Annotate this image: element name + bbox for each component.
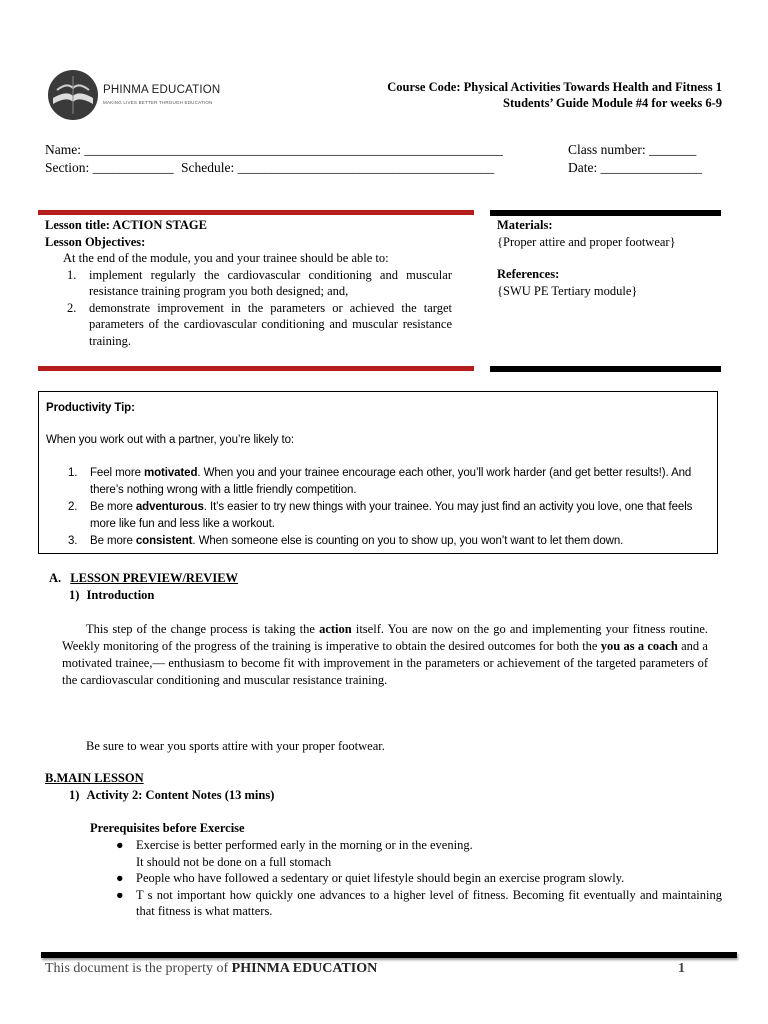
class-number-label: Class number: <box>568 142 646 157</box>
bullet-icon: ● <box>116 838 124 852</box>
tip-intro: When you work out with a partner, you’re likely to: <box>46 434 295 446</box>
materials-top-divider <box>490 210 721 216</box>
objective-number: 2. <box>67 300 77 315</box>
section-a-letter: A. <box>49 571 62 585</box>
introduction-heading <box>69 588 154 603</box>
phinma-logo <box>47 68 221 122</box>
prerequisite-item <box>92 887 722 920</box>
class-number-field[interactable]: _______ <box>649 142 697 157</box>
tip-item <box>46 499 696 533</box>
logo-title: PHINMA EDUCATION <box>103 84 221 96</box>
tip-list <box>46 465 696 550</box>
date-label: Date: <box>568 160 598 175</box>
footer-text <box>45 961 377 977</box>
lesson-title: Lesson title: ACTION STAGE <box>45 218 207 232</box>
footer-divider <box>41 952 737 958</box>
materials-panel <box>497 217 717 299</box>
materials-bottom-divider <box>490 366 721 372</box>
attire-reminder: Be sure to wear you sports attire with your proper footwear. <box>86 739 385 753</box>
name-label: Name: <box>45 142 81 157</box>
section-a-heading <box>49 571 238 586</box>
bullet-icon: ● <box>116 887 124 902</box>
intro-keyword: you as a coach <box>600 639 678 653</box>
prerequisites-list <box>92 837 722 920</box>
prerequisite-text: It should not be done on a full stomach <box>136 854 332 869</box>
tip-text: Be more <box>90 535 136 547</box>
footer-property-text: This document is the property of <box>45 961 232 976</box>
objective-number: 1. <box>67 267 77 282</box>
logo-tagline: MAKING LIVES BETTER THROUGH EDUCATION <box>103 100 213 105</box>
section-label: Section: <box>45 160 90 175</box>
tip-item <box>46 465 696 499</box>
tip-item <box>46 533 696 550</box>
activity-heading <box>69 788 274 803</box>
tip-text: . It’s easier to try new things with your trainee. You may just find an activity you love, one that feels more like fun and less like a workout. <box>90 501 693 530</box>
activity-number: 1) <box>69 788 80 802</box>
objectives-intro: At the end of the module, you and your trainee should be able to: <box>63 251 389 265</box>
tip-text: . When you and your trainee encourage each other, you’ll work harder (and get better results!). And there’s nothing wrong with a little friendly competition. <box>90 467 692 496</box>
section-field[interactable]: ____________ <box>92 160 174 175</box>
prerequisite-item <box>92 837 722 870</box>
tip-keyword: consistent <box>135 535 193 547</box>
intro-text: and a motivated trainee,— enthusiasm to become fit with improvement in the parameters or achievement of the targeted parameters of the cardiovascular conditioning and muscular resistance training. <box>62 639 708 687</box>
materials-text: {Proper attire and proper footwear} <box>497 234 676 249</box>
tip-keyword: motivated <box>143 467 198 479</box>
name-field[interactable]: ______________________________________________________________ <box>84 142 503 157</box>
section-b-title: B.MAIN LESSON <box>45 771 144 785</box>
prerequisite-item <box>92 870 722 887</box>
intro-text: This step of the change process is taking the <box>86 622 320 636</box>
phinma-emblem-icon <box>47 68 99 122</box>
bullet-icon: ● <box>116 871 124 885</box>
objectives-list <box>45 267 452 350</box>
class-number-line <box>568 142 696 158</box>
date-line <box>568 160 702 176</box>
tip-number: 3. <box>68 535 78 547</box>
intro-text: itself. You are now on the go and implementing your fitness routine. Weekly monitoring of the progress of the training is imperative to obtain the desired outcomes for both the <box>62 622 708 653</box>
lesson-panel <box>45 217 452 349</box>
lesson-bottom-divider <box>38 366 474 371</box>
introduction-number: 1) <box>69 588 80 602</box>
tip-keyword: adventurous <box>135 501 204 513</box>
prerequisite-text: Exercise is better performed early in the morning or in the evening. <box>136 838 473 852</box>
tip-number: 1. <box>68 467 78 479</box>
intro-keyword: action <box>319 622 352 636</box>
date-field[interactable]: _______________ <box>600 160 702 175</box>
objective-text: implement regularly the cardiovascular conditioning and muscular resistance training program you both designed; and, <box>89 267 452 298</box>
tip-heading: Productivity Tip: <box>46 402 135 414</box>
tip-number: 2. <box>68 501 78 513</box>
introduction-paragraph <box>62 621 708 689</box>
objective-text: demonstrate improvement in the parameters or achieved the target parameters of the cardiovascular conditioning and muscular resistance training. <box>89 300 452 348</box>
productivity-tip-box <box>38 391 718 554</box>
page-number: 1 <box>678 961 685 976</box>
activity-title: Activity 2: Content Notes (13 mins) <box>86 788 275 802</box>
section-line <box>45 160 494 176</box>
objective-item <box>45 300 452 350</box>
schedule-field[interactable]: ______________________________________ <box>237 160 495 175</box>
materials-heading: Materials: <box>497 218 553 232</box>
tip-text: Be more <box>90 501 136 513</box>
tip-text: Feel more <box>90 467 144 479</box>
objective-item <box>45 267 452 300</box>
references-heading: References: <box>497 267 560 281</box>
references-text: {SWU PE Tertiary module} <box>497 283 638 298</box>
section-b-heading <box>45 771 144 786</box>
module-title: Students’ Guide Module #4 for weeks 6-9 <box>503 96 722 110</box>
prerequisites-heading: Prerequisites before Exercise <box>90 821 245 835</box>
prerequisite-text: People who have followed a sedentary or quiet lifestyle should begin an exercise program slowly. <box>136 871 625 885</box>
name-line <box>45 142 503 158</box>
tip-text: . When someone else is counting on you to show up, you won’t want to let them down. <box>192 535 624 547</box>
course-code: Course Code: Physical Activities Towards Health and Fitness 1 <box>387 80 722 94</box>
prerequisite-text: T s not important how quickly one advances to a higher level of fitness. Becoming fit eventually and maintaining that fitness is what matters. <box>136 887 722 918</box>
lesson-top-divider <box>38 210 474 215</box>
schedule-label: Schedule: <box>181 160 235 175</box>
objectives-heading: Lesson Objectives: <box>45 234 146 249</box>
section-a-title: LESSON PREVIEW/REVIEW <box>70 571 239 585</box>
footer-org: PHINMA EDUCATION <box>231 961 378 976</box>
introduction-title: Introduction <box>86 588 155 602</box>
